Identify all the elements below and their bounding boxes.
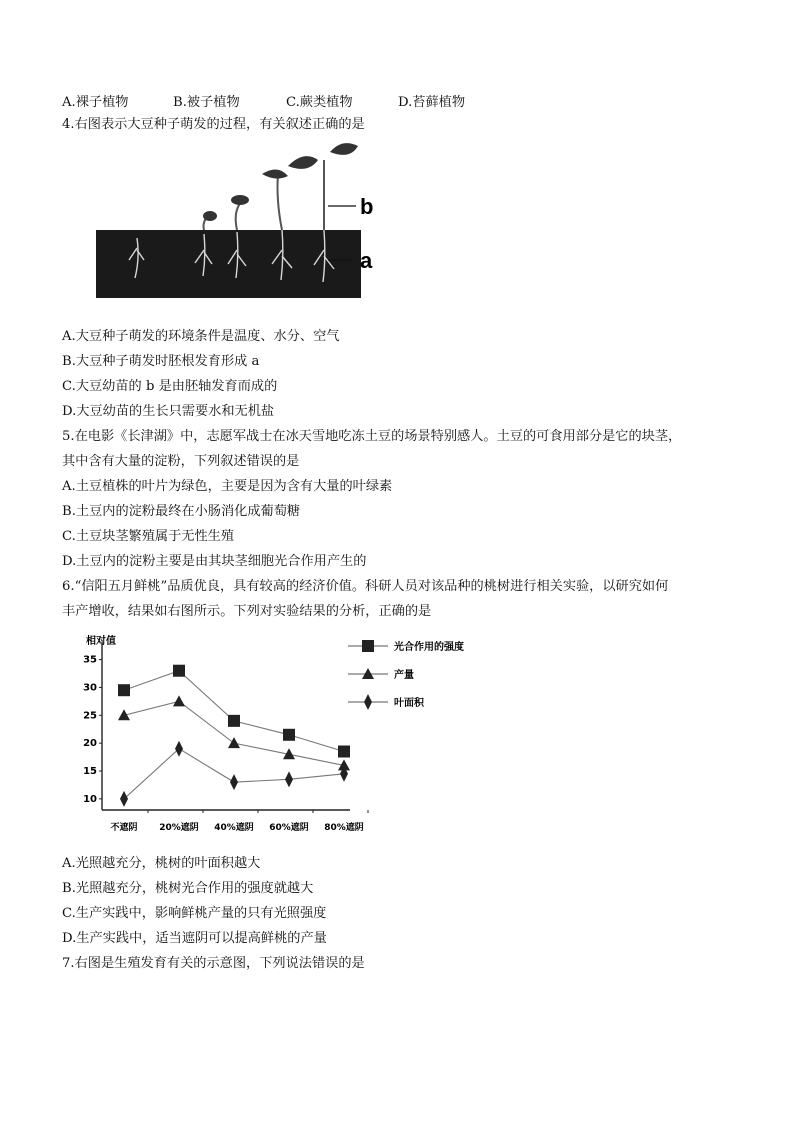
x-tick-label: 40%遮阴	[214, 823, 254, 833]
q4-option-b: B.大豆种子萌发时胚根发育形成 a	[62, 354, 260, 369]
data-point	[228, 737, 240, 748]
x-tick-label: 不遮阴	[110, 823, 138, 833]
series-line	[124, 749, 344, 799]
legend-label: 叶面积	[394, 698, 424, 709]
legend-label: 光合作用的强度	[394, 642, 464, 653]
q5-stem-line1: 5.在电影《长津湖》中，志愿军战士在冰天雪地吃冻土豆的场景特别感人。土豆的可食用部分是它的块茎，	[62, 429, 682, 444]
q5-option-b: B.土豆内的淀粉最终在小肠消化成葡萄糖	[62, 504, 301, 519]
y-tick-label: 25	[83, 710, 97, 722]
y-tick-label: 10	[83, 793, 97, 805]
legend-marker	[364, 694, 372, 710]
q5-option-a: A.土豆植株的叶片为绿色，主要是因为含有大量的叶绿素	[62, 479, 393, 494]
chart-series	[118, 665, 350, 807]
q6-option-b: B.光照越充分，桃树光合作用的强度就越大	[62, 881, 314, 896]
q6-option-a: A.光照越充分，桃树的叶面积越大	[62, 856, 261, 871]
data-point	[285, 771, 293, 787]
peach-shading-chart	[70, 630, 480, 844]
y-tick-label: 20	[83, 738, 97, 750]
data-point	[230, 774, 238, 790]
q4-option-a: A.大豆种子萌发的环境条件是温度、水分、空气	[62, 329, 340, 344]
x-tick-label: 80%遮阴	[324, 823, 364, 833]
legend-label: 产量	[394, 670, 414, 681]
q3-option-d: D.苔藓植物	[398, 95, 466, 110]
q6-stem-line1: 6.“信阳五月鲜桃”品质优良，具有较高的经济价值。科研人员对该品种的桃树进行相关实验，以研究如何	[62, 579, 669, 594]
seeds	[203, 143, 358, 221]
x-tick-label: 20%遮阴	[159, 823, 199, 833]
q5-option-c: C.土豆块茎繁殖属于无性生殖	[62, 529, 235, 544]
seed-germination-figure	[92, 138, 392, 306]
y-axis-label: 相对值	[86, 636, 116, 647]
label-a: a	[360, 248, 373, 273]
data-point	[338, 746, 350, 758]
stems	[204, 160, 325, 230]
label-b: b	[360, 194, 374, 219]
q6-option-c: C.生产实践中，影响鲜桃产量的只有光照强度	[62, 906, 327, 921]
chart-legend	[348, 640, 464, 710]
q7-stem: 7.右图是生殖发育有关的示意图，下列说法错误的是	[62, 956, 365, 971]
legend-marker	[362, 640, 374, 652]
q4-option-c: C.大豆幼苗的 b 是由胚轴发育而成的	[62, 379, 278, 394]
data-point	[173, 695, 185, 706]
data-point	[228, 715, 240, 727]
data-point	[283, 729, 295, 741]
data-point	[175, 741, 183, 757]
q4-stem: 4.右图表示大豆种子萌发的过程，有关叙述正确的是	[62, 117, 365, 132]
series-line	[124, 701, 344, 765]
x-tick-label: 60%遮阴	[269, 823, 309, 833]
q3-option-c: C.蕨类植物	[286, 95, 353, 110]
data-point	[120, 791, 128, 807]
q4-option-d: D.大豆幼苗的生长只需要水和无机盐	[62, 404, 275, 419]
q3-option-a: A.裸子植物	[62, 95, 129, 110]
y-tick-label: 15	[83, 766, 97, 777]
data-point	[118, 684, 130, 696]
q5-stem-line2: 其中含有大量的淀粉，下列叙述错误的是	[62, 454, 300, 469]
y-tick-label: 35	[83, 654, 97, 666]
data-point	[173, 665, 185, 677]
q5-option-d: D.土豆内的淀粉主要是由其块茎细胞光合作用产生的	[62, 554, 367, 569]
q3-option-b: B.被子植物	[173, 95, 240, 110]
q6-stem-line2: 丰产增收，结果如右图所示。下列对实验结果的分析，正确的是	[62, 604, 432, 619]
q6-option-d: D.生产实践中，适当遮阴可以提高鲜桃的产量	[62, 931, 327, 946]
y-tick-label: 30	[83, 682, 97, 694]
